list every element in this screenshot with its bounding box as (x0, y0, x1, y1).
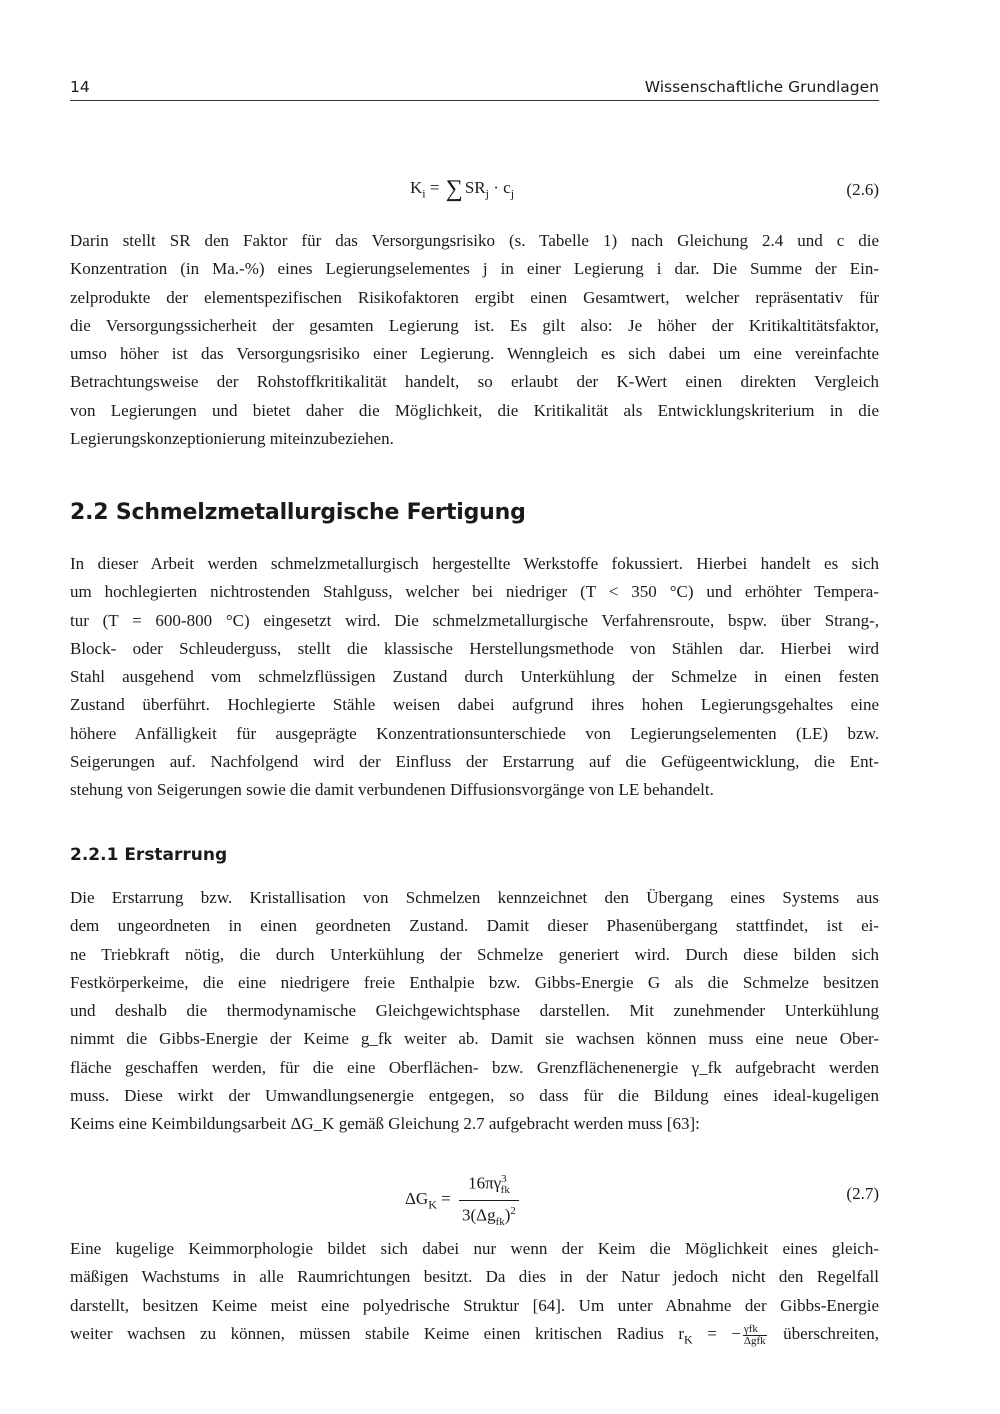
inline-fraction: $\frac{\text{γfk}}{\text{Δgfk}}$ (743, 1322, 766, 1347)
text-line: ne Triebkraft nötig, die durch Unterkühlung der Schmelze generiert wird. Durch diese bilden sich (70, 944, 879, 964)
text-line: In dieser Arbeit werden schmelzmetallurgisch hergestellte Werkstoffe fokussiert. Hierbei handelt es sich (70, 554, 879, 573)
text-line: muss. Diese wirkt der Umwandlungsenergie entgegen, so dass für die Bildung eines ideal-kugeligen (70, 1086, 879, 1106)
text-line: weiter wachsen zu können, müssen stabile Keime einen kritischen Radius $r_K$ = − $\frac{\text{γfk}}{\text{Δgfk}}$ überschreiten, (70, 1322, 879, 1347)
text-line: umso höher ist das Versorgungsrisiko einer Legierung. Wenngleich es sich dabei um eine vereinfachte (70, 344, 879, 364)
text-line: Betrachtungsweise der Rohstoffkritikalität handelt, so erlaubt der K-Wert einen direkten Vergleich (70, 372, 879, 392)
text-line: höhere Anfälligkeit für ausgeprägte Konzentrationsunterschiede von Legierungselementen (LE) bzw. (70, 723, 879, 743)
running-title: Wissenschaftliche Grundlagen (644, 78, 879, 96)
text-line: Festkörperkeime, die eine niedrigere freie Enthalpie bzw. Gibbs-Energie G als die Schmelze besitzen (70, 972, 879, 992)
text-line: zelprodukte der elementspezifischen Risikofaktoren ergibt einen Gesamtwert, welcher repräsentativ für (70, 287, 879, 307)
text-line: Seigerungen auf. Nachfolgend wird der Einfluss der Erstarrung auf die Gefügeentwicklung, die Ent- (70, 752, 879, 772)
subsection-heading-2-2-1: 2.2.1 Erstarrung (70, 845, 228, 865)
fraction: $\frac{16\pi\gamma^3_{fk}}{3(\Delta g_{fk})^2}$ (459, 1170, 519, 1231)
text-line: mäßigen Wachstums in alle Raumrichtungen besitzt. Da dies in der Natur jedoch nicht den Regelfall (70, 1267, 879, 1287)
text-line: um hochlegierten nichtrostenden Stahlguss, welcher bei niedriger (T < 350 °C) und erhöhter Tempera- (70, 582, 879, 602)
text-line: die Versorgungssicherheit der gesamten Legierung ist. Es gilt also: Je höher der Kritikaltitätsfaktor, (70, 315, 879, 335)
text-line: stehung von Seigerungen sowie die damit verbundenen Diffusionsvorgänge von LE behandelt. (70, 780, 714, 800)
paragraph-criticality (70, 227, 879, 453)
text-line: Stahl ausgehend vom schmelzflüssigen Zustand durch Unterkühlung der Schmelze in einen festen (70, 667, 879, 687)
equation-2-7-body: $\Delta G_K$ = $\frac{16\pi\gamma^3_{fk}}{3(\Delta g_{fk})^2}$ (405, 1170, 519, 1231)
equation-number: (2.6) (846, 180, 879, 199)
text-line: von Legierungen und bietet daher die Möglichkeit, die Kritikalität als Entwicklungskriterium in die (70, 400, 879, 420)
text-line: nimmt die Gibbs-Energie der Keime g_fk weiter ab. Damit sie wachsen können muss eine neue Ober- (70, 1029, 879, 1049)
text-line: fläche geschaffen werden, für die eine Oberflächen- bzw. Grenzflächenenergie γ_fk aufgebracht werden (70, 1057, 879, 1077)
page-number: 14 (70, 78, 90, 96)
equation-2-6 (70, 174, 879, 214)
text-line: Block- oder Schleuderguss, stellt die klassische Herstellungsmethode von Stählen dar. Hierbei wird (70, 638, 879, 658)
equation-number: (2.7) (846, 1184, 879, 1203)
text-line: tur (T = 600-800 °C) eingesetzt wird. Die schmelzmetallurgische Verfahrensroute, bspw. über Strang-, (70, 610, 879, 630)
text-line: Keims eine Keimbildungsarbeit ΔG_K gemäß Gleichung 2.7 aufgebracht werden muss [63]: (70, 1114, 700, 1134)
text-line: Die Erstarrung bzw. Kristallisation von Schmelzen kennzeichnet den Übergang eines Systems aus (70, 888, 879, 907)
equation-2-6-body: $K_i$ = ∑ $SR_j \cdot c_j$ (410, 176, 515, 202)
equation-2-7 (70, 1170, 879, 1229)
text-line: Legierungskonzeptionierung miteinzubeziehen. (70, 429, 394, 449)
section-heading-2-2: 2.2 Schmelzmetallurgische Fertigung (70, 500, 526, 525)
paragraph-keim-morphology (70, 1235, 879, 1320)
text-line: darstellt, besitzen Keime meist eine polyedrische Struktur [64]. Um unter Abnahme der Gibbs-Energie (70, 1295, 879, 1315)
sum-symbol: ∑ (445, 176, 463, 202)
paragraph-solidification (70, 884, 879, 1139)
text-line: Eine kugelige Keimmorphologie bildet sich dabei nur wenn der Keim die Möglichkeit eines gleich- (70, 1239, 879, 1258)
paragraph-melt-metallurgy (70, 550, 879, 805)
text-line: dem ungeordneten in einen geordneten Zustand. Damit dieser Phasenübergang stattfindet, ist ei- (70, 916, 879, 936)
text-line: Darin stellt SR den Faktor für das Versorgungsrisiko (s. Tabelle 1) nach Gleichung 2.4 und c die (70, 231, 879, 250)
text-line: Zustand überführt. Hochlegierte Stähle weisen dabei aufgrund ihres hohen Legierungsgehaltes eine (70, 695, 879, 715)
text-line: und deshalb die thermodynamische Gleichgewichtsphase darstellen. Mit zunehmender Unterkühlung (70, 1001, 879, 1021)
text-line: Konzentration (in Ma.-%) eines Legierungselementes j in einer Legierung i dar. Die Summe der Ein- (70, 259, 879, 279)
paragraph-keim-morphology-last-line (70, 1320, 879, 1348)
running-header (70, 78, 879, 101)
